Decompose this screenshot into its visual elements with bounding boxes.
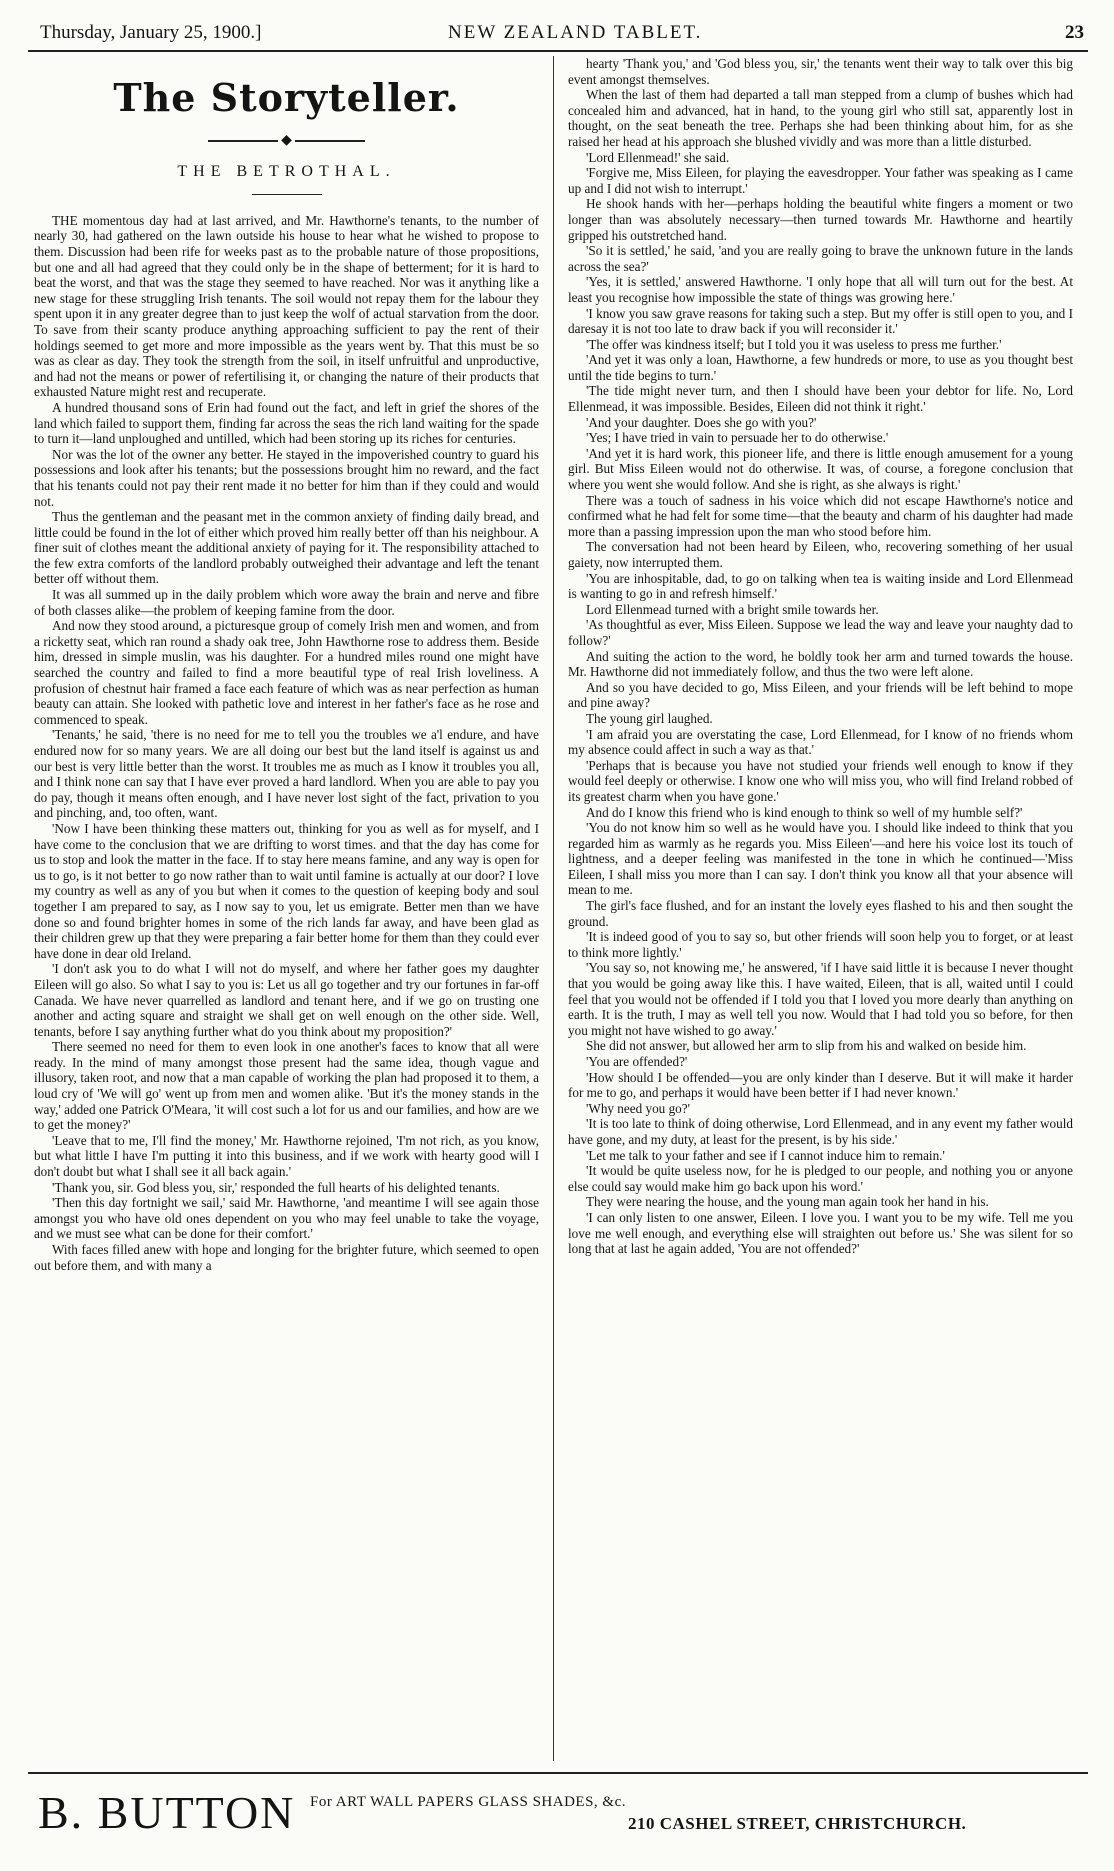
- paragraph: 'It is too late to think of doing otherwise, Lord Ellenmead, and in any event my father would have gone, and my duty, at least for the present, is by his side.': [568, 1116, 1073, 1147]
- paragraph: 'You are inhospitable, dad, to go on talking when tea is waiting inside and Lord Ellenmead is wanting to go in and refresh himself.': [568, 570, 1073, 602]
- paragraph: 'Thank you, sir. God bless you, sir,' responded the full hearts of his delighted tenants.: [52, 1179, 500, 1195]
- advertised-goods: For ART WALL PAPERS GLASS SHADES, &c.: [310, 1794, 626, 1810]
- paragraph: 'Tenants,' he said, 'there is no need for me to tell you the troubles we a'l endure, and have endured now for so many years. We are all doing our best but the land itself is against us and our best is very little better than the worst. It troubles me as much as I know it troubles you all, and I think none can say that I have ever proved a hard landlord. When you are able to pay you do pay, though it means often enough, and I have never lost sight of the fact, privation to you and pinching, and, too often, want.: [34, 727, 539, 821]
- paragraph: With faces filled anew with hope and longing for the brighter future, which seemed to open out before them, and with many a: [34, 1242, 539, 1273]
- paragraph: 'Perhaps that is because you have not studied your friends well enough to know if they would feel deeply or otherwise. I know one who will miss you, who will find Ireland robbed of its greatest charm when you have gone.': [568, 757, 1073, 804]
- paragraph: It was all summed up in the daily problem which wore away the brain and nerve and fibre of both classes alike—the problem of keeping famine from the door.: [34, 587, 539, 618]
- paragraph: A hundred thousand sons of Erin had found out the fact, and left in grief the shores of the land which failed to support them, finding far across the seas the rich land waiting for the spade to turn it—land unploughed and untilled, which had been storing up its riches for centuries.: [34, 399, 539, 447]
- paragraph: 'How should I be offended—you are only kinder than I deserve. But it will make it harder for me to go, and perhaps it would have been better if I had never known.': [568, 1069, 1073, 1101]
- story-title: THE BETROTHAL.: [177, 163, 396, 181]
- left-column: [34, 56, 539, 1761]
- paragraph: 'Let me talk to your father and see if I cannot induce him to remain.': [586, 1147, 945, 1163]
- column-divider: [553, 56, 554, 1761]
- paragraph: hearty 'Thank you,' and 'God bless you, sir,' the tenants went their way to talk over this big event amongst themselves.: [568, 56, 1073, 87]
- advertiser-address: 210 CASHEL STREET, CHRISTCHURCH.: [628, 1814, 967, 1833]
- paragraph: 'So it is settled,' he said, 'and you are really going to brave the unknown future in the lands across the sea?': [568, 243, 1073, 274]
- paragraph: 'You are offended?': [586, 1054, 688, 1069]
- paragraph: 'Lord Ellenmead!' she said.: [586, 149, 730, 165]
- paragraph: 'As thoughtful as ever, Miss Eileen. Suppose we lead the way and leave your naughty dad to follow?': [568, 617, 1073, 648]
- paragraph: There was a touch of sadness in his voice which did not escape Hawthorne's notice and confirmed what he had felt for some time—that the beauty and charm of his daughter had made more than a passing impression upon the man who stood before him.: [568, 492, 1073, 539]
- paragraph: 'I know you saw grave reasons for taking such a step. But my offer is still open to you, and I daresay it is not too late to draw back if you will reconsider it.': [568, 305, 1073, 337]
- paragraph: 'Why need you go?': [586, 1100, 690, 1116]
- paragraph: The girl's face flushed, and for an instant the lovely eyes flashed to his and then sought the ground.: [568, 898, 1073, 929]
- page-header: [28, 10, 1088, 52]
- title-rule: [252, 194, 322, 195]
- paragraph: Thus the gentleman and the peasant met in the common anxiety of finding daily bread, and little could be found in the lot of either which proved him really better off than his neighbour. A finer suit of clothes meant the additional anxiety of paying for it. The responsibility attached to the few extra comforts of the landlord probably outweighed their advantage and left the tenant better off without them.: [34, 509, 539, 587]
- paragraph: And suiting the action to the word, he boldly took her arm and turned towards the house. Mr. Hawthorne did not immediately follow, and thus the two were left alone.: [568, 648, 1073, 680]
- page-number: 23: [1065, 22, 1084, 43]
- paragraph: 'I can only listen to one answer, Eileen. I love you. I want you to be my wife. Tell me you love me well enough, and everything else will straighten out before us.' She was silent for so long that at last he again added, 'You are not offended?': [568, 1209, 1073, 1257]
- paragraph: THE momentous day had at last arrived, and Mr. Hawthorne's tenants, to the number of nearly 30, had gathered on the lawn outside his house to hear what he wished to propose to them. Discussion had been rife for weeks past as to the probable nature of those propositions, but one and all had agreed that they could only be in the shape of betterment; for it is hard to beat the worst, and that was the stage they seemed to have reached. Nor was it anything like a new stage for these struggling Irish tenants. The soil would not repay them for the labour they spent upon it in any greater degree than to just keep the wolf of actual starvation from the door. To save from their scanty produce anything approaching sufficient to pay the rent of their holdings seemed to get more and more impossible as the years went by. That this must be so was as clear as day. They took the strength from the soil, in itself unfruitful and unproductive, and had not the means or power of refertilising it, or changing the nature of their products that exhausted Nature might rest and recuperate.: [34, 212, 539, 400]
- paragraph: 'And yet it is hard work, this pioneer life, and there is little enough amusement for a young girl. But Miss Eileen would not do otherwise. It was, of course, a foregone conclusion that where you went she would follow. And she is right, as she always is right.': [568, 445, 1073, 493]
- ornament-rule: [34, 134, 539, 148]
- paragraph: 'The tide might never turn, and then I should have been your debtor for life. No, Lord Ellenmead, it was impossible. Besides, Eileen did not think it right.': [568, 383, 1073, 415]
- paragraph: 'Now I have been thinking these matters out, thinking for you as well as for myself, and I have come to the conclusion that we are drifting to worst times. and that the day has come for us to stop and look the matter in the face. If to stay here means famine, and any way is open for us to go, is it not better to go now rather than to wait until famine is actually at our door? I love my country as well as any of you but when it comes to the question of keeping body and soul together I am prepared to say, as I now say to you, let us emigrate. Better men than we have done so and found brighter homes in some of the rich lands far away, and have been glad as their children grew up that they were preparing a fair better home for them than they could ever have done in dear old Ireland.: [34, 820, 539, 961]
- issue-date: Thursday, January 25, 1900.]: [40, 22, 262, 43]
- paragraph: 'I don't ask you to do what I will not do myself, and where her father goes my daughter Eileen will go also. So what I say to you is: Let us all go together and try our fortunes in far-off Canada. We have never quarrelled as landlord and tenant here, and if we go on trusting one another and acting square and straight we shall get on well enough on the other side. Well, tenants, before I say anything further what do you think about my proposition?': [34, 961, 539, 1039]
- paragraph: And so you have decided to go, Miss Eileen, and your friends will be left behind to mope and pine away?: [568, 679, 1073, 711]
- right-column-text: [568, 56, 1073, 1257]
- section-masthead: The Storyteller.: [113, 75, 460, 120]
- paragraph: There seemed no need for them to even look in one another's faces to know that all were ready. In the mind of many amongst those present had the same idea, though vague and illusory, taken root, and now that a man capable of working the plan had proposed it to them, a loud cry of 'We will go' went up from men and women alike. 'But it's the money stands in the way,' added one Patrick O'Meara, 'it will cost such a lot for us and our families, and how are we to get the money?': [34, 1039, 539, 1133]
- paragraph: And now they stood around, a picturesque group of comely Irish men and women, and from a ricketty seat, which ran round a shady oak tree, John Hawthorne rose to address them. Beside him, dressed in simple muslin, was his daughter. For a hundred miles round one might have searched the country and failed to find a more beautiful type of real Irish loveliness. A profusion of chestnut hair framed a face each feature of which was as near perfection as human beauty can attain. She looked with pathetic love and interest in her father's face as he rose and commenced to speak.: [34, 618, 539, 727]
- paragraph: The conversation had not been heard by Eileen, who, recovering something of her usual gaiety, now interrupted them.: [568, 539, 1073, 570]
- publication-name: NEW ZEALAND TABLET.: [448, 22, 703, 43]
- paragraph: She did not answer, but allowed her arm to slip from his and walked on beside him.: [586, 1038, 1027, 1054]
- paragraph: He shook hands with her—perhaps holding the beautiful white fingers a moment or two longer than was absolutely necessary—then turned towards Mr. Hawthorne and heartily gripped his outstretched hand.: [568, 196, 1073, 243]
- advertiser-name: B. BUTTON: [38, 1787, 296, 1838]
- paragraph: They were nearing the house, and the young man again took her hand in his.: [586, 1194, 989, 1210]
- paragraph: 'Then this day fortnight we sail,' said Mr. Hawthorne, 'and meantime I will see again those amongst you who have old ones dependent on you who may feel unable to take the voyage, and we must see what can be done for their comfort.': [34, 1195, 539, 1242]
- advertisement: [28, 1772, 1088, 1864]
- paragraph: 'You do not know him so well as he would have you. I should like indeed to think that you regarded him as warmly as he regards you. Miss Eileen'—and here his voice lost its touch of lightness, and a deeper feeling was manifested in the tone in which he continued—'Miss Eileen, I shall miss you more than I can say. I don't think you know all that your absence will mean to me.: [568, 820, 1073, 898]
- paragraph: 'Yes, it is settled,' answered Hawthorne. 'I only hope that all will turn out for the best. At least you recognise how impossible the state of things was growing here.': [568, 274, 1073, 305]
- paragraph: 'The offer was kindness itself; but I told you it was useless to press me further.': [586, 336, 1002, 352]
- paragraph: Lord Ellenmead turned with a bright smile towards her.: [586, 601, 879, 617]
- paragraph: The young girl laughed.: [586, 710, 713, 726]
- paragraph: 'Leave that to me, I'll find the money,' Mr. Hawthorne rejoined, 'I'm not rich, as you know, but what little I have I'm putting it into this business, and if we work with hearty good will I don't doubt but what I shall see it all back again.': [34, 1132, 539, 1180]
- paragraph: 'It is indeed good of you to say so, but other friends will soon help you to forget, or at least to think more lightly.': [568, 929, 1073, 960]
- paragraph: And do I know this friend who is kind enough to think so well of my humble self?': [586, 804, 1023, 820]
- left-column-text: [34, 213, 539, 1273]
- paragraph: 'And your daughter. Does she go with you?': [586, 414, 817, 430]
- paragraph: 'I am afraid you are overstating the case, Lord Ellenmead, for I know of no friends whom my absence could affect in such a way as that.': [568, 726, 1073, 758]
- paragraph: 'Yes; I have tried in vain to persuade her to do otherwise.': [586, 430, 889, 446]
- newspaper-page: [28, 10, 1088, 1865]
- paragraph: 'And yet it was only a loan, Hawthorne, a few hundreds or more, to use as you thought best until the tide begins to turn.': [568, 352, 1073, 383]
- paragraph: Nor was the lot of the owner any better. He stayed in the impoverished country to guard his possessions and look after his tenants; but the possessions brought him no reward, and the fact that his tenants could not pay their rent made it no better for him than if they could and would not.: [34, 446, 539, 509]
- paragraph: 'You say so, not knowing me,' he answered, 'if I have said little it is because I never thought that you would be going away like this. I have waited, Eileen, that is all, waited until I could feel that you would not be offended if I told you that I loved you more dearly than anything on earth. It is the truth, I may as well tell you now. Would that I had told you so before, for then you might not have wished to go away.': [568, 960, 1073, 1038]
- right-column: [568, 56, 1073, 1761]
- paragraph: 'It would be quite useless now, for he is pledged to our people, and nothing you or anyone else could say would make him go back upon his word.': [568, 1163, 1073, 1194]
- paragraph: When the last of them had departed a tall man stepped from a clump of bushes which had concealed him and advanced, hat in hand, to the young girl who still sat, apparently lost in thought, on the seat beneath the tree. Perhaps she had been thinking about him, for as she raised her head at his approach she blushed vividly and was more than a little disturbed.: [568, 87, 1073, 149]
- diamond-icon: ◆: [281, 133, 292, 148]
- paragraph: 'Forgive me, Miss Eileen, for playing the eavesdropper. Your father was speaking as I came up and I did not wish to interrupt.': [568, 165, 1073, 196]
